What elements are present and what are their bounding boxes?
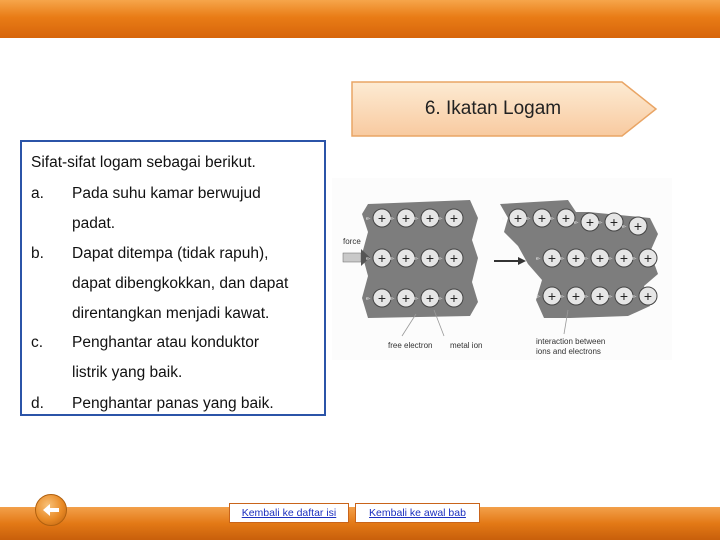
free-electron-pointer bbox=[402, 314, 416, 336]
list-item-line: padat. bbox=[72, 215, 116, 232]
free-electron: e- bbox=[536, 256, 541, 262]
list-item-letter: b. bbox=[31, 245, 44, 262]
list-item-letter: d. bbox=[31, 395, 44, 412]
free-electron: e- bbox=[438, 256, 443, 262]
free-electron: e- bbox=[438, 296, 443, 302]
back-button[interactable] bbox=[35, 494, 67, 526]
metal-ion-symbol: + bbox=[513, 210, 523, 226]
top-header-bar bbox=[0, 0, 720, 38]
free-electron: e- bbox=[608, 294, 613, 300]
arrow-left-icon bbox=[36, 495, 66, 525]
force-label: force bbox=[343, 237, 361, 246]
metallic-bond-figure bbox=[332, 178, 672, 360]
free-electron: e- bbox=[526, 216, 531, 222]
metal-ion-symbol: + bbox=[377, 290, 387, 306]
free-electron: e- bbox=[550, 216, 555, 222]
metal-ion-symbol: + bbox=[401, 290, 411, 306]
interaction-label-line-1: interaction between bbox=[536, 337, 606, 346]
metal-ion-symbol: + bbox=[633, 218, 643, 234]
metal-ion-symbol: + bbox=[561, 210, 571, 226]
metal-ion-symbol: + bbox=[619, 250, 629, 266]
free-electron: e- bbox=[560, 256, 565, 262]
metal-ion-symbol: + bbox=[585, 214, 595, 230]
list-item-line: Penghantar atau konduktor bbox=[72, 334, 259, 351]
list-item-line: Dapat ditempa (tidak rapuh), bbox=[72, 245, 269, 262]
free-electron: e- bbox=[502, 216, 507, 222]
free-electron: e- bbox=[366, 216, 371, 222]
properties-text-box bbox=[20, 140, 326, 416]
metal-ion-symbol: + bbox=[571, 250, 581, 266]
metal-ion-symbol: + bbox=[425, 210, 435, 226]
metal-ion-symbol: + bbox=[547, 250, 557, 266]
metal-ion-symbol: + bbox=[377, 210, 387, 226]
metal-ion-symbol: + bbox=[425, 250, 435, 266]
free-electron: e- bbox=[414, 216, 419, 222]
free-electron: e- bbox=[632, 294, 637, 300]
page-title: 6. Ikatan Logam bbox=[424, 98, 562, 119]
metal-ion-symbol: + bbox=[643, 288, 653, 304]
free-electron: e- bbox=[366, 296, 371, 302]
free-electron-label: free electron bbox=[388, 341, 433, 350]
metal-ion-label: metal ion bbox=[450, 341, 483, 350]
free-electron: e- bbox=[438, 216, 443, 222]
metal-ion-symbol: + bbox=[449, 290, 459, 306]
metal-ion-symbol: + bbox=[595, 288, 605, 304]
title-banner bbox=[350, 80, 658, 138]
free-electron: e- bbox=[390, 216, 395, 222]
free-electron: e- bbox=[584, 294, 589, 300]
metal-ion-symbol: + bbox=[425, 290, 435, 306]
list-item-line: Pada suhu kamar berwujud bbox=[72, 185, 261, 202]
list-item-line: Penghantar panas yang baik. bbox=[72, 395, 274, 412]
metallic-bond-diagram bbox=[332, 178, 672, 360]
free-electron: e- bbox=[414, 256, 419, 262]
metal-ion-symbol: + bbox=[571, 288, 581, 304]
free-electron: e- bbox=[560, 294, 565, 300]
free-electron: e- bbox=[366, 256, 371, 262]
metal-ion-symbol: + bbox=[619, 288, 629, 304]
free-electron: e- bbox=[414, 296, 419, 302]
free-electron: e- bbox=[584, 256, 589, 262]
list-item-letter: c. bbox=[31, 334, 44, 351]
free-electron: e- bbox=[390, 296, 395, 302]
chapter-start-button[interactable]: Kembali ke awal bab bbox=[355, 503, 480, 523]
metal-ion-symbol: + bbox=[401, 210, 411, 226]
list-item-line: dapat dibengkokkan, dan dapat bbox=[72, 275, 289, 292]
free-electron: e- bbox=[536, 294, 541, 300]
metal-ion-symbol: + bbox=[609, 214, 619, 230]
free-electron: e- bbox=[632, 256, 637, 262]
list-item-letter: a. bbox=[31, 185, 44, 202]
metal-ion-symbol: + bbox=[643, 250, 653, 266]
free-electron: e- bbox=[608, 256, 613, 262]
metal-ion-symbol: + bbox=[401, 250, 411, 266]
force-arrow-body bbox=[343, 253, 361, 262]
intro-text: Sifat-sifat logam sebagai berikut. bbox=[31, 154, 256, 171]
list-item-line: direntangkan menjadi kawat. bbox=[72, 305, 270, 322]
free-electron: e- bbox=[390, 256, 395, 262]
free-electron: e- bbox=[622, 224, 627, 230]
metal-ion-symbol: + bbox=[595, 250, 605, 266]
free-electron: e- bbox=[574, 220, 579, 226]
table-of-contents-button[interactable]: Kembali ke daftar isi bbox=[229, 503, 349, 523]
metal-ion-symbol: + bbox=[377, 250, 387, 266]
metal-ion-symbol: + bbox=[449, 210, 459, 226]
free-electron: e- bbox=[598, 220, 603, 226]
list-item-line: listrik yang baik. bbox=[72, 364, 183, 381]
metal-ion-symbol: + bbox=[547, 288, 557, 304]
interaction-label-line-2: ions and electrons bbox=[536, 347, 601, 356]
metal-ion-symbol: + bbox=[537, 210, 547, 226]
metal-ion-symbol: + bbox=[449, 250, 459, 266]
